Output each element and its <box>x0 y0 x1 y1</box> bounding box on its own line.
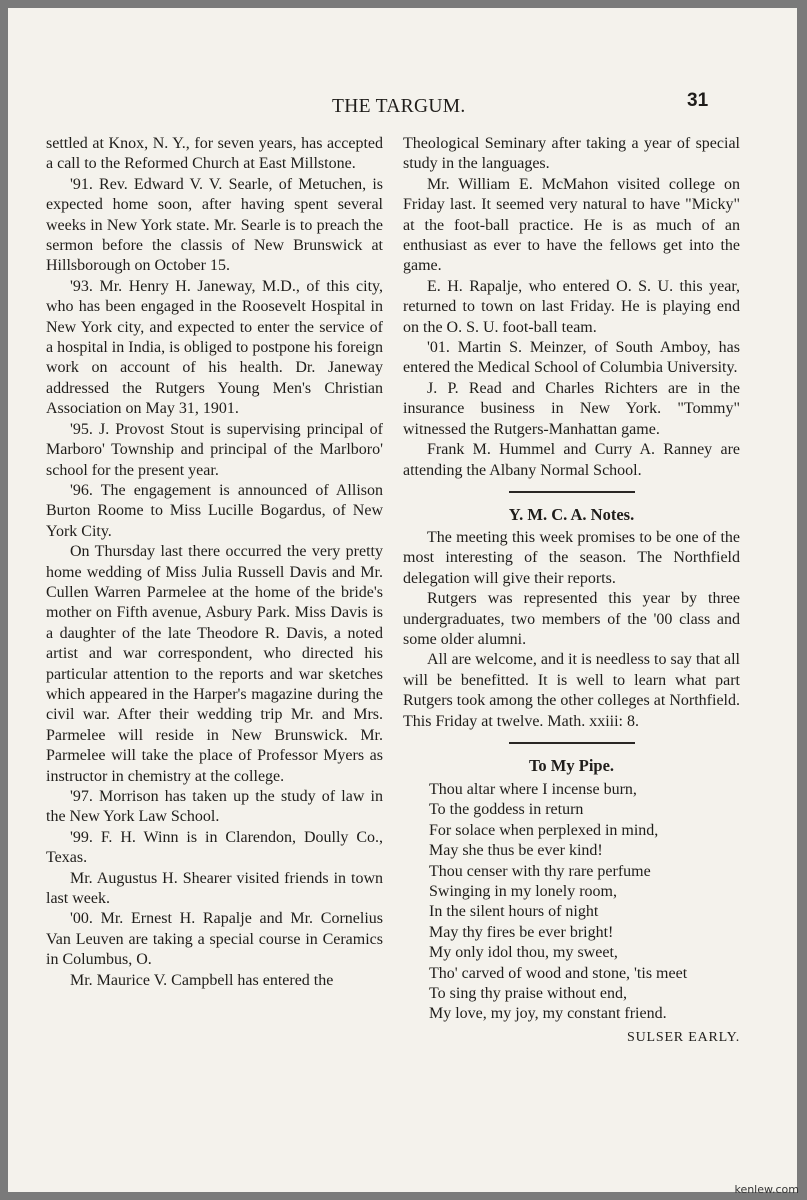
paragraph: '91. Rev. Edward V. V. Searle, of Metuchen, is expected home soon, after having spent several weeks in New York state. Mr. Searle is to preach the sermon before the classis of New Brunswick at Hillsborough on October 15. <box>46 175 383 275</box>
paragraph: '97. Morrison has taken up the study of law in the New York Law School. <box>46 788 383 826</box>
poem-line: Swinging in my lonely room, <box>429 883 617 900</box>
poem-line: For solace when perplexed in mind, <box>429 821 659 839</box>
paragraph: On Thursday last there occurred the very pretty home wedding of Miss Julia Russell Davis and Mr. Cullen Warren Parmelee at the home of the bride's mother on Fifth avenue, Asbury Park. Miss Davis is a daughter of the late Theodore R. Davis, a noted artist and war correspondent, who directed his particular attention to the reports and war sketches which appeared in the Harper's magazine during the civil war. After their wedding trip Mr. and Mrs. Parmelee will reside in New Brunswick. Mr. Parmelee will take the place of Professor Myers as instructor in chemistry at the college. <box>46 543 383 785</box>
paragraph: '93. Mr. Henry H. Janeway, M.D., of this city, who has been engaged in the Roosevelt Hospital in New York city, and expected to enter the service of a hospital in India, is obliged to postpone his foreign work on account of his health. Dr. Janeway addressed the Rutgers Young Men's Christian Association on May 31, 1901. <box>46 277 383 418</box>
poem-line: My only idol thou, my sweet, <box>429 944 618 962</box>
right-column <box>403 134 740 1048</box>
paragraph: J. P. Read and Charles Richters are in the insurance business in New York. "Tommy" witnessed the Rutgers-Manhattan game. <box>403 379 740 438</box>
paragraph: Theological Seminary after taking a year of special study in the languages. <box>403 135 740 173</box>
paragraph: '99. F. H. Winn is in Clarendon, Doully Co., Texas. <box>46 828 383 867</box>
paragraph: Frank M. Hummel and Curry A. Ranney are attending the Albany Normal School. <box>403 441 740 479</box>
paragraph: '96. The engagement is announced of Allison Burton Roome to Miss Lucille Bogardus, of New York City. <box>46 481 383 540</box>
poem-line: May she thus be ever kind! <box>429 842 603 860</box>
poem-line: Thou censer with thy rare perfume <box>429 862 651 880</box>
paragraph: Rutgers was represented this year by three undergraduates, two members of the '00 class and some older alumni. <box>403 590 740 648</box>
left-column <box>46 134 383 991</box>
paragraph: '00. Mr. Ernest H. Rapalje and Mr. Cornelius Van Leuven are taking a special course in Ceramics in Columbus, O. <box>46 910 383 969</box>
document-page <box>8 8 797 1192</box>
ymca-notes <box>403 528 740 732</box>
paragraph: '95. J. Provost Stout is supervising principal of Marboro' Township and principal of the Marlboro' school for the present year. <box>46 420 383 479</box>
paragraph: Mr. William E. McMahon visited college on Friday last. It seemed very natural to have "Micky" at the foot-ball practice. He is as much of an enthusiast as ever to have the fellows get into the game. <box>403 175 740 275</box>
poem-author: SULSER EARLY. <box>627 1029 740 1045</box>
poem-line: Thou altar where I incense burn, <box>429 780 637 798</box>
poem-line: My love, my joy, my constant friend. <box>429 1005 667 1023</box>
journal-title: THE TARGUM. <box>332 96 466 117</box>
paragraph: E. H. Rapalje, who entered O. S. U. this year, returned to town on last Friday. He is playing end on the O. S. U. foot-ball team. <box>403 277 740 336</box>
poem-title: To My Pipe. <box>528 755 615 775</box>
poem-line: Tho' carved of wood and stone, 'tis meet <box>429 964 688 982</box>
paragraph: All are welcome, and it is needless to say that all will be benefitted. It is well to learn what part Rutgers took among the other colleges at Northfield. This Friday at twelve. Math. xxiii: 8. <box>403 651 740 730</box>
alumni-notes-continued <box>403 134 740 481</box>
poem-line: In the silent hours of night <box>429 903 599 921</box>
page-number: 31 <box>687 90 709 111</box>
poem-line: To sing thy praise without end, <box>429 985 627 1003</box>
paragraph: Mr. Augustus H. Shearer visited friends in town last week. <box>46 869 383 908</box>
section-divider <box>509 742 635 744</box>
poem-line: May thy fires be ever bright! <box>429 923 614 941</box>
paragraph: Mr. Maurice V. Campbell has entered the <box>70 971 334 989</box>
paragraph: The meeting this week promises to be one of the most interesting of the season. The Northfield delegation will give their reports. <box>403 528 740 587</box>
running-head <box>8 90 797 126</box>
paragraph: '01. Martin S. Meinzer, of South Amboy, has entered the Medical School of Columbia University. <box>403 339 740 377</box>
paragraph: settled at Knox, N. Y., for seven years, has accepted a call to the Reformed Church at East Millstone. <box>46 135 383 173</box>
section-divider <box>509 491 635 493</box>
watermark: kenlew.com <box>734 1183 799 1196</box>
poem-body <box>429 780 740 1025</box>
ymca-heading: Y. M. C. A. Notes. <box>508 504 635 524</box>
poem-line: To the goddess in return <box>429 801 584 819</box>
